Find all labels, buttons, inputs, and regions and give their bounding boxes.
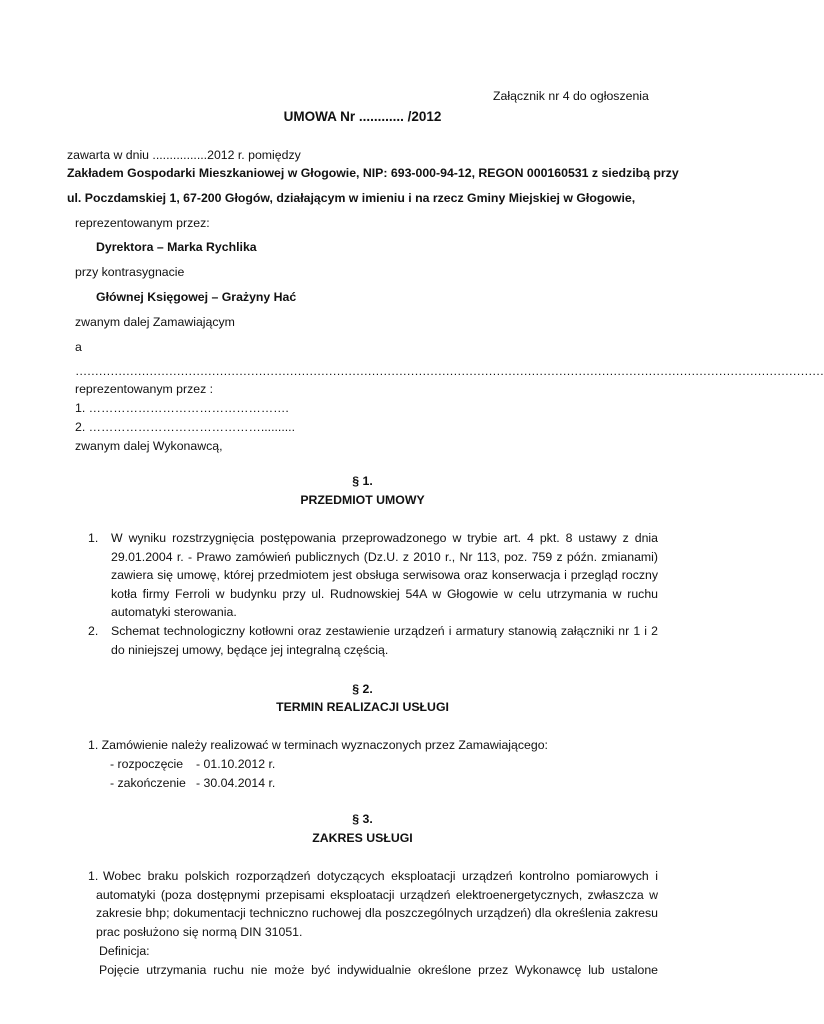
start-date: - 01.10.2012 r. — [196, 757, 276, 771]
section-3-item-1-marker: 1. — [88, 869, 99, 883]
start-label: - rozpoczęcie — [110, 757, 184, 771]
definition-label: Definicja: — [99, 944, 150, 958]
contractor-blank-line: ………………………………………………………………………………………………………………………………………………………………………… — [75, 364, 824, 378]
section-1-number: § 1. — [352, 474, 373, 488]
representative-2: 2. …………………………………….......... — [75, 420, 295, 434]
contract-title: UMOWA Nr ............ /2012 — [283, 109, 442, 124]
section-3-item-1-text: Wobec braku polskich rozporządzeń dotyczących eksploatacji urządzeń kontrolno pomiarowych i automatyki (poza dostępnymi przepisami eksploatacji urządzeń elektroenergetycznych, zwłaszcza w zakresie bhp; dokumentacji techniczno ruchowej dla poszczególnych urządzeń) dla określenia zakresu prac posłużono się normą DIN 31051. — [96, 869, 658, 939]
director-name: Dyrektora – Marka Rychlika — [96, 240, 257, 254]
countersign-label: przy kontrasygnacie — [75, 265, 185, 279]
attachment-note: Załącznik nr 4 do ogłoszenia — [493, 89, 649, 103]
representative-1: 1. …………………………………………. — [75, 401, 289, 415]
employer-line-1: Zakładem Gospodarki Mieszkaniowej w Głogowie, NIP: 693-000-94-12, REGON 000160531 z siedzibą przy — [67, 166, 679, 180]
section-1-item-2-marker: 2. — [88, 624, 99, 638]
employer-called: zwanym dalej Zamawiającym — [75, 315, 235, 329]
section-1-item-1-text: W wyniku rozstrzygnięcia postępowania przeprowadzonego w trybie art. 4 pkt. 8 ustawy z dnia 29.01.2004 r. - Prawo zamówień publicznych (Dz.U. z 2010 r., Nr 113, poz. 759 z późn. zmianami) zawiera się umowę, której przedmiotem jest obsługa serwisowa oraz konserwacja i przegląd roczny kotła firmy Ferroli w budynku przy ul. Rudnowskiej 54A w Głogowie w celu utrzymania w ruchu automatyki sterowania. — [111, 531, 658, 619]
section-2-title: TERMIN REALIZACJI USŁUGI — [276, 700, 449, 714]
section-3-title: ZAKRES USŁUGI — [312, 831, 413, 845]
represented-by-label: reprezentowanym przez: — [75, 216, 210, 230]
definition-text: Pojęcie utrzymania ruchu nie może być indywidualnie określone przez Wykonawcę lub ustalone — [99, 963, 658, 977]
section-3-number: § 3. — [352, 812, 373, 826]
accountant-name: Głównej Księgowej – Grażyny Hać — [96, 290, 297, 304]
end-date: - 30.04.2014 r. — [196, 776, 276, 790]
contractor-called: zwanym dalej Wykonawcą, — [75, 439, 223, 453]
section-2-number: § 2. — [352, 682, 373, 696]
end-label: - zakończenie — [110, 776, 186, 790]
and-word: a — [75, 340, 82, 354]
section-2-item-1: 1. Zamówienie należy realizować w terminach wyznaczonych przez Zamawiającego: — [88, 738, 548, 752]
concluded-date-line: zawarta w dniu ................2012 r. pomiędzy — [67, 148, 301, 162]
section-1-title: PRZEDMIOT UMOWY — [300, 493, 425, 507]
section-1-item-2-text: Schemat technologiczny kotłowni oraz zestawienie urządzeń i armatury stanowią załączniki nr 1 i 2 do niniejszej umowy, będące jej integralną częścią. — [111, 624, 658, 657]
represented-by-label-2: reprezentowanym przez : — [75, 382, 214, 396]
employer-line-2: ul. Poczdamskiej 1, 67-200 Głogów, działającym w imieniu i na rzecz Gminy Miejskiej w Głogowie, — [67, 191, 636, 205]
section-1-item-1-marker: 1. — [88, 531, 99, 545]
